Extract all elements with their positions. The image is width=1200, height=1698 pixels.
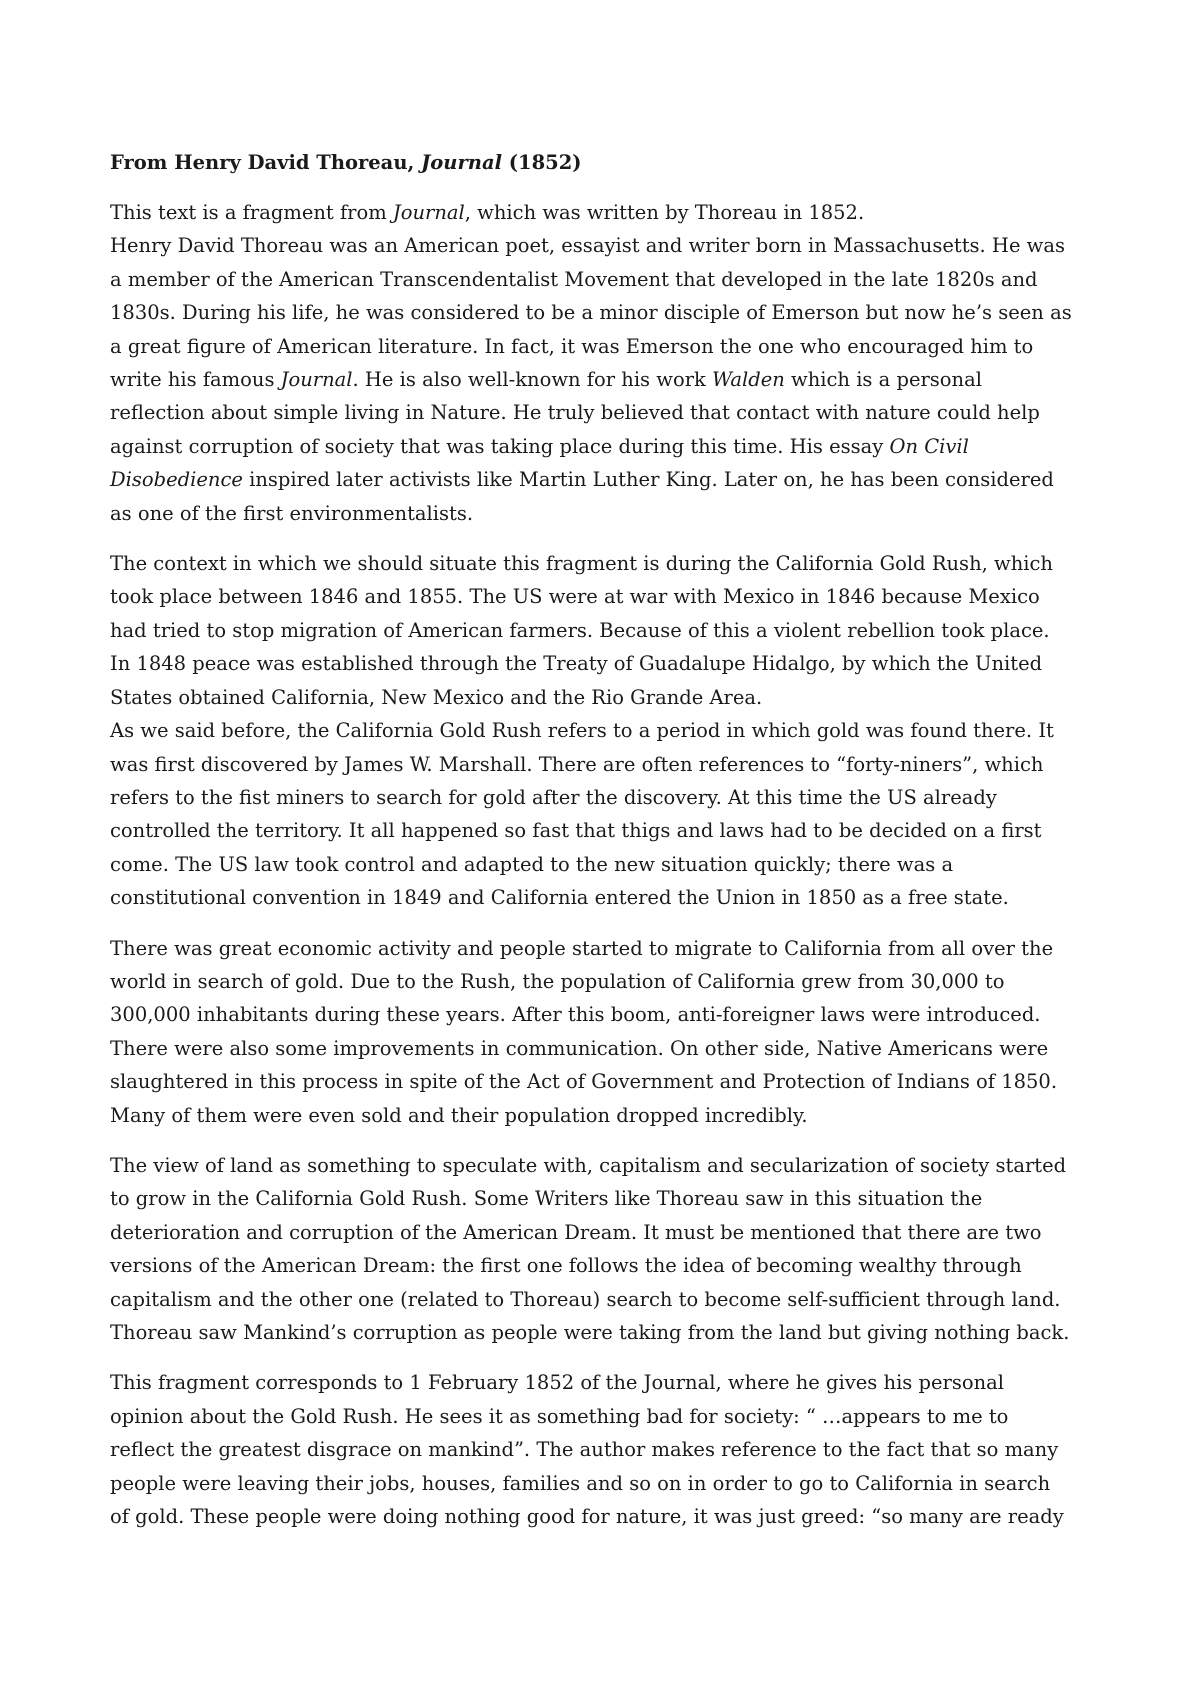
title-work: Journal (421, 151, 502, 174)
text-line: people were leaving their jobs, houses, families and so on in order to go to California in search (110, 1471, 1051, 1495)
text-line: controlled the territory. It all happened so fast that thigs and laws had to be decided on a first (110, 819, 1042, 843)
text-line: Thoreau saw Mankind’s corruption as people were taking from the land but giving nothing back. (110, 1321, 1070, 1344)
text-line (110, 196, 1110, 229)
text-line: world in search of gold. Due to the Rush, the population of California grew from 30,000 to (110, 969, 1005, 993)
text-run: inspired later activists like Martin Luther King. Later on, he has been considered (242, 468, 1054, 492)
text-line: 300,000 inhabitants during these years. After this boom, anti-foreigner laws were introduced. (110, 1003, 1041, 1027)
text-line: as one of the first environmentalists. (110, 501, 474, 525)
text-line: reflection about simple living in Nature. He truly believed that contact with nature could help (110, 401, 1040, 425)
text-line: capitalism and the other one (related to Thoreau) search to become self-sufficient through land. (110, 1287, 1061, 1311)
text-line: Henry David Thoreau was an American poet, essayist and writer born in Massachusetts. He was (110, 234, 1066, 258)
text-line: a great figure of American literature. In fact, it was Emerson the one who encouraged him to (110, 334, 1034, 358)
text-line: There was great economic activity and people started to migrate to California from all over the (110, 936, 1054, 960)
paragraph-intro (110, 196, 1110, 229)
text-line: reflect the greatest disgrace on mankind”. The author makes reference to the fact that so many (110, 1438, 1059, 1462)
text-line (110, 363, 1110, 396)
text-line: constitutional convention in 1849 and California entered the Union in 1850 as a free state. (110, 886, 1009, 910)
title-suffix: (1852) (501, 151, 582, 174)
text-line: refers to the fist miners to search for gold after the discovery. At this time the US already (110, 785, 997, 809)
text-line: opinion about the Gold Rush. He sees it as something bad for society: “ …appears to me to (110, 1404, 1009, 1428)
text-run: . He is also well-known for his work (352, 368, 713, 392)
italic-run: Walden (712, 368, 785, 392)
text-run: against corruption of society that was taking place during this time. His essay (110, 434, 890, 458)
text-line: States obtained California, New Mexico and the Rio Grande Area. (110, 685, 763, 709)
text-line: took place between 1846 and 1855. The US were at war with Mexico in 1846 because Mexico (110, 585, 1040, 609)
text-line (110, 463, 1110, 496)
paragraph-gold-rush (110, 714, 1110, 914)
text-line: of gold. These people were doing nothing good for nature, it was just greed: “so many are ready (110, 1505, 1064, 1529)
text-line: There were also some improvements in communication. On other side, Native Americans were (110, 1036, 1049, 1060)
paragraph-economy (110, 932, 1110, 1132)
text-line (110, 430, 1110, 463)
document-title (110, 146, 1110, 179)
paragraph-fragment (110, 1366, 1110, 1533)
text-line: The view of land as something to speculate with, capitalism and secularization of society started (110, 1153, 1067, 1177)
text-run: This text is a fragment from (110, 201, 393, 224)
text-line: come. The US law took control and adapted to the new situation quickly; there was a (110, 852, 954, 876)
paragraph-context (110, 547, 1110, 714)
italic-run: Journal (280, 368, 353, 392)
text-line: In 1848 peace was established through the Treaty of Guadalupe Hidalgo, by which the United (110, 652, 1043, 676)
text-line: This fragment corresponds to 1 February 1852 of the Journal, where he gives his personal (110, 1371, 1005, 1395)
text-line: versions of the American Dream: the first one follows the idea of becoming wealthy through (110, 1254, 1022, 1278)
text-line: The context in which we should situate this fragment is during the California Gold Rush, which (110, 552, 1053, 576)
text-run: which is a personal (784, 368, 982, 392)
title-prefix: From Henry David Thoreau, (110, 151, 422, 174)
text-line: As we said before, the California Gold Rush refers to a period in which gold was found there. It (110, 719, 1054, 743)
italic-run: Journal (392, 201, 465, 224)
text-line: slaughtered in this process in spite of the Act of Government and Protection of Indians of 1850. (110, 1070, 1058, 1094)
text-line: a member of the American Transcendentalist Movement that developed in the late 1820s and (110, 267, 1038, 291)
text-line: to grow in the California Gold Rush. Some Writers like Thoreau saw in this situation the (110, 1187, 983, 1211)
text-line: was first discovered by James W. Marshall. There are often references to “forty-niners”, which (110, 752, 1044, 776)
document-body (110, 146, 1110, 1533)
text-line: Many of them were even sold and their population dropped incredibly. (110, 1103, 808, 1127)
paragraph-biography (110, 229, 1110, 530)
text-run: , which was written by Thoreau in 1852. (464, 201, 865, 224)
paragraph-american-dream (110, 1149, 1110, 1349)
text-line: had tried to stop migration of American farmers. Because of this a violent rebellion took place. (110, 618, 1050, 642)
italic-run: On Civil (889, 434, 969, 458)
text-line: 1830s. During his life, he was considered to be a minor disciple of Emerson but now he’s seen as (110, 301, 1072, 325)
text-line: deterioration and corruption of the American Dream. It must be mentioned that there are two (110, 1220, 1042, 1244)
italic-run: Disobedience (110, 468, 243, 492)
text-run: write his famous (110, 368, 281, 392)
